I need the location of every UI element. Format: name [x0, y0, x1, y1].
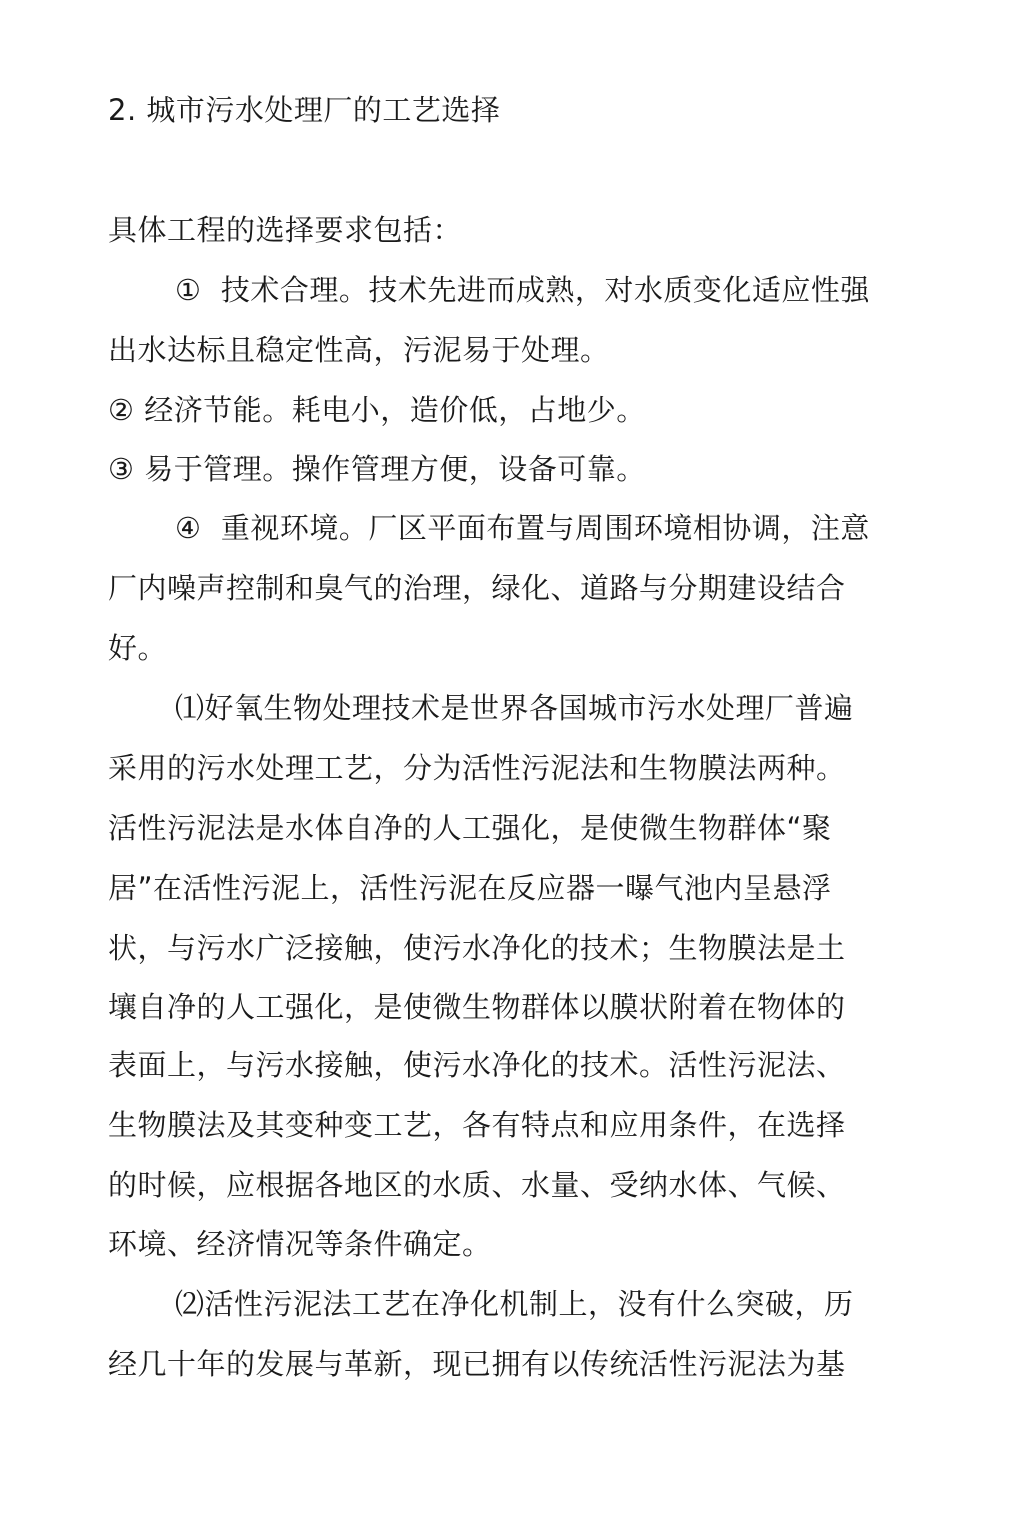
requirement-4-line-2: 厂内噪声控制和臭气的治理，绿化、道路与分期建设结合 [108, 571, 846, 605]
paragraph-1-line: 环境、经济情况等条件确定。 [108, 1227, 492, 1261]
paragraph-1-line: 采用的污水处理工艺，分为活性污泥法和生物膜法两种。 [108, 751, 846, 785]
paragraph-1-line: 表面上，与污水接触，使污水净化的技术。活性污泥法、 [108, 1048, 846, 1082]
requirement-1-line-1: ① 技术合理。技术先进而成熟，对水质变化适应性强 [175, 273, 870, 307]
paragraph-1-line: 生物膜法及其变种变工艺，各有特点和应用条件，在选择 [108, 1108, 846, 1142]
requirement-3: ③ 易于管理。操作管理方便，设备可靠。 [108, 452, 646, 486]
requirement-4-line-1: ④ 重视环境。厂区平面布置与周围环境相协调，注意 [175, 511, 870, 545]
paragraph-1-line: 状，与污水广泛接触，使污水净化的技术；生物膜法是土 [108, 931, 846, 965]
paragraph-1-line: 的时候，应根据各地区的水质、水量、受纳水体、气候、 [108, 1168, 846, 1202]
paragraph-1-line: 活性污泥法是水体自净的人工强化，是使微生物群体“聚 [108, 811, 832, 845]
requirement-1-line-2: 出水达标且稳定性高，污泥易于处理。 [108, 333, 610, 367]
requirement-2: ② 经济节能。耗电小，造价低，占地少。 [108, 393, 646, 427]
paragraph-1-line: 壤自净的人工强化，是使微生物群体以膜状附着在物体的 [108, 990, 846, 1024]
section-heading: 2. 城市污水处理厂的工艺选择 [108, 93, 501, 127]
paragraph-2-line: 经几十年的发展与革新，现已拥有以传统活性污泥法为基 [108, 1347, 846, 1381]
paragraph-1-line: ⑴好氧生物处理技术是世界各国城市污水处理厂普遍 [175, 691, 854, 725]
paragraph-2-line: ⑵活性污泥法工艺在净化机制上，没有什么突破，历 [175, 1287, 854, 1321]
intro-text: 具体工程的选择要求包括： [108, 213, 463, 247]
paragraph-1-line: 居”在活性污泥上，活性污泥在反应器一曝气池内呈悬浮 [108, 871, 832, 905]
requirement-4-line-3: 好。 [108, 631, 168, 665]
